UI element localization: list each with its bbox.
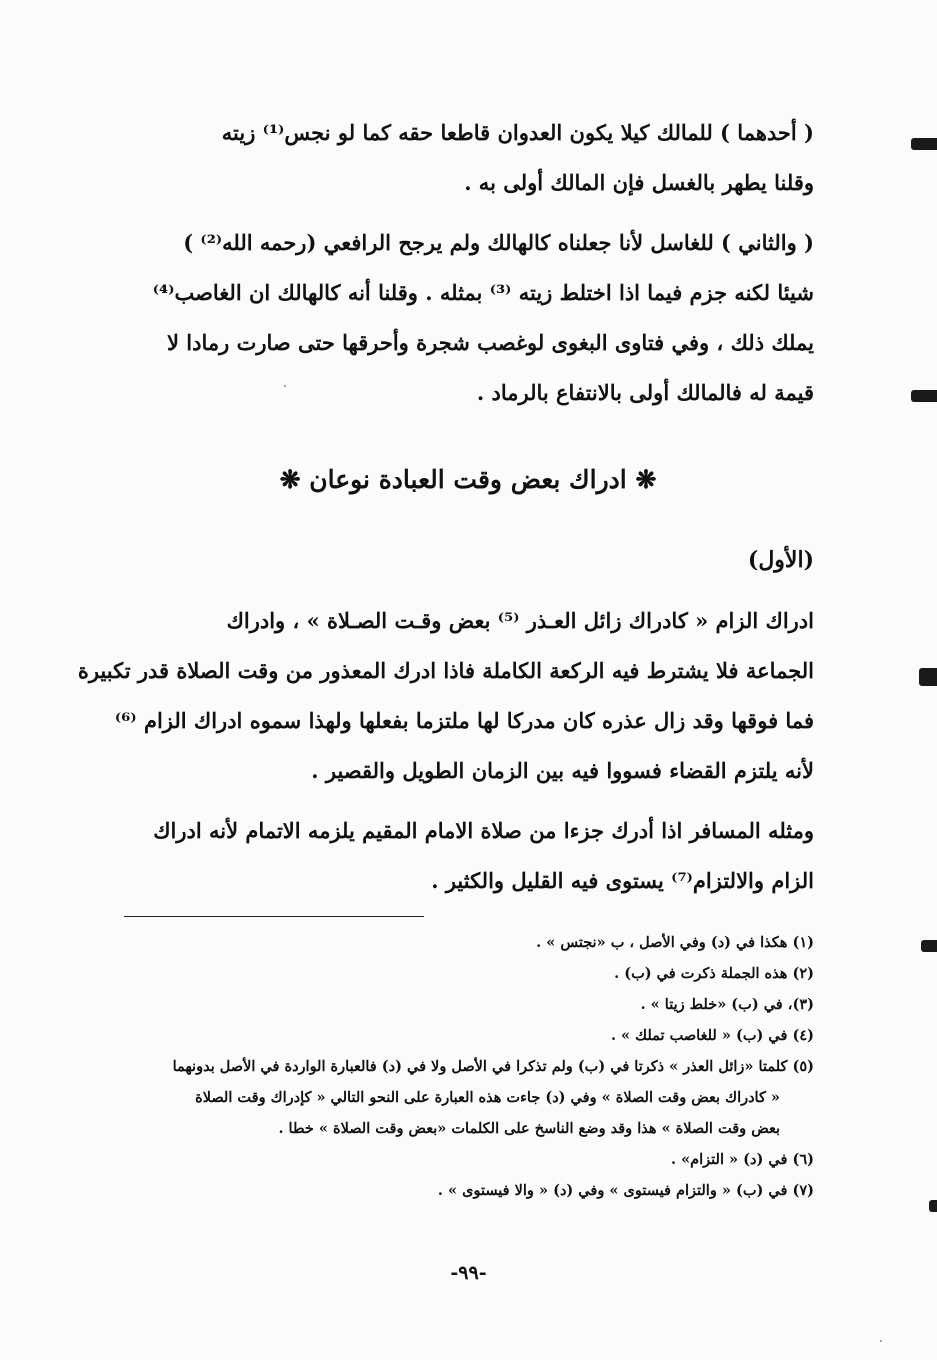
footnote: (٤) في (ب) « للغاصب تملك » .	[610, 1027, 814, 1044]
footnote: (١) هكذا في (د) وفي الأصل ، ب «نجتس » .	[536, 934, 814, 951]
text-line: ومثله المسافر اذا أدرك جزءا من صلاة الامام المقيم يلزمه الاتمام لأنه ادراك	[153, 818, 814, 843]
text-line: قيمة له فالمالك أولى بالانتفاع بالرماد .	[476, 380, 814, 405]
text-line: وقلنا يطهر بالغسل فإن المالك أولى به .	[464, 170, 814, 195]
scan-speck	[880, 1340, 882, 1342]
footnote-continuation: بعض وقت الصلاة » هذا وقد وضع الناسخ على الكلمات «بعض وقت الصلاة » خطا .	[278, 1120, 780, 1137]
paragraph-4	[122, 806, 814, 906]
text-line: يملك ذلك ، وفي فتاوى البغوى لوغصب شجرة وأحرقها حتى صارت رمادا لا	[167, 330, 814, 355]
scan-speck	[284, 385, 286, 387]
text-line: ( والثاني ) للغاسل لأنا جعلناه كالهالك ولم يرجح الرافعي (رحمه الله⁽²⁾ )	[183, 230, 814, 255]
scan-edge-mark	[929, 1200, 937, 1212]
scan-edge-mark	[911, 138, 937, 150]
page-body	[77, 108, 814, 1206]
page-number: -٩٩-	[450, 1262, 487, 1284]
text-line: ( أحدهما ) للمالك كيلا يكون العدوان قاطعا حقه كما لو نجس⁽¹⁾ زيته	[221, 120, 814, 145]
footnote-continuation: « كادراك بعض وقت الصلاة » وفي (د) جاءت هذه العبارة على النحو التالي « كإدراك وقت الصلاة	[195, 1089, 780, 1106]
text-line: ادراك الزام « كادراك زائل العـذر ⁽⁵⁾ بعض وقـت الصـلاة » ، وادراك	[226, 608, 814, 633]
text-line: شيئا لكنه جزم فيما اذا اختلط زيته ⁽³⁾ بمثله . وقلنا أنه كالهالك ان الغاصب⁽⁴⁾	[152, 280, 814, 305]
scan-edge-mark	[911, 390, 937, 402]
footnote-divider	[124, 916, 424, 917]
footnote: (٣)، في (ب) «خلط زيتا » .	[640, 996, 814, 1013]
scan-edge-mark	[921, 940, 937, 952]
footnotes	[122, 927, 814, 1206]
footnote: (٧) في (ب) « والتزام فيستوى » وفي (د) « والا فيستوى » .	[437, 1182, 814, 1199]
footnote: (٦) في (د) « التزام» .	[671, 1151, 814, 1168]
footnote: (٥) كلمتا «زائل العذر » ذكرتا في (ب) ولم تذكرا في الأصل ولا في (د) فالعبارة الواردة في الأصل بدونهما	[172, 1058, 814, 1075]
text-line: الزام والالتزام⁽⁷⁾ يستوى فيه القليل والكثير .	[431, 868, 814, 893]
footnote: (٢) هذه الجملة ذكرت في (ب) .	[614, 965, 814, 982]
subsection-heading: (الأول)	[747, 547, 814, 573]
text-line: لأنه يلتزم القضاء فسووا فيه بين الزمان الطويل والقصير .	[311, 758, 814, 783]
paragraph-3	[77, 596, 814, 796]
text-line: فما فوقها وقد زال عذره كان مدركا لها ملتزما بفعلها ولهذا سموه ادراك الزام ⁽⁶⁾	[114, 708, 814, 733]
paragraph-2	[122, 218, 814, 418]
scan-edge-mark	[919, 668, 937, 686]
section-heading: ❋ ادراك بعض وقت العبادة نوعان ❋	[279, 465, 657, 494]
paragraph-1	[122, 108, 814, 208]
text-line: الجماعة فلا يشترط فيه الركعة الكاملة فاذا ادرك المعذور من وقت الصلاة قدر تكبيرة	[77, 658, 814, 683]
